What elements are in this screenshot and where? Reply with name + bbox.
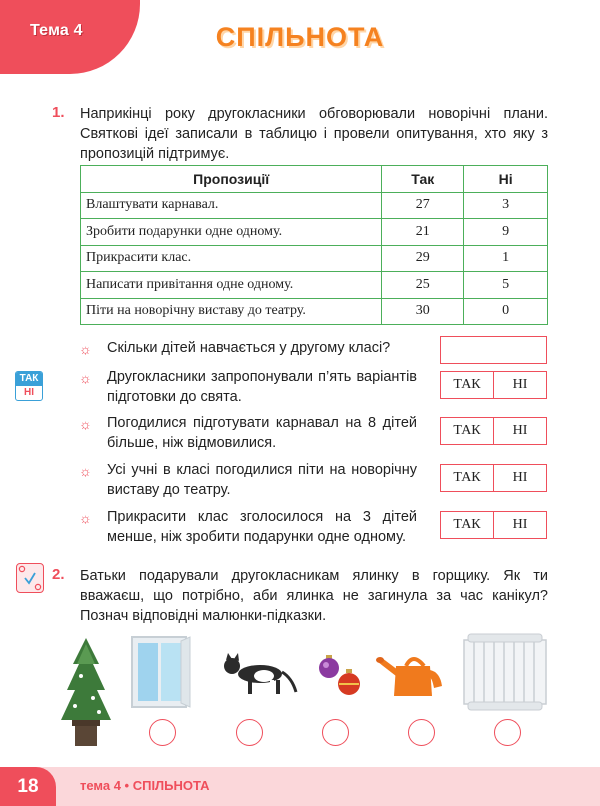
badge-yes-label: ТАК [16,372,42,386]
answer-circle-cat[interactable] [236,719,263,746]
christmas-ornaments-icon [314,653,362,697]
no-option[interactable]: НІ [493,418,546,444]
table-row [81,245,548,272]
yes-count-cell: 21 [382,219,464,246]
yes-option[interactable]: ТАК [453,470,481,485]
task-1-intro: Наприкінці року другокласники обговорювали новорічні плани. Святкові ідеї записали в таблицю і провели опитування, хто яку з пропозицій підтримує. [80,106,548,162]
table-row [81,192,548,219]
checkmark-task-icon [16,563,44,593]
page-number: 18 [0,767,56,806]
yes-count-cell: 27 [382,192,464,219]
answer-circle-radiator[interactable] [494,719,521,746]
sun-bullet-icon: ☼ [79,416,92,432]
sun-bullet-icon: ☼ [79,370,92,386]
running-title: тема 4 • СПІЛЬНОТА [80,778,210,793]
badge-no-label: НІ [24,387,34,398]
yes-option[interactable]: ТАК [453,423,481,438]
answer-circle-window[interactable] [149,719,176,746]
yes-count-cell: 25 [382,272,464,299]
answer-input-box[interactable] [440,336,547,364]
yes-option[interactable]: ТАК [453,377,481,392]
task-2-text: Батьки подарували другокласникам ялинку в горщику. Як ти вважаєш, що потрібно, аби ялинка не загинула за час канікул? Познач відповідні малюнки-підказки. [80,568,548,624]
watering-can-icon [376,652,450,700]
question-1-text: Скільки дітей навчається у другому класі? [107,340,391,356]
proposal-cell: Влаштувати карнавал. [81,192,382,219]
column-header-yes: Так [382,166,464,193]
question-3-text: Погодилися підготувати карнавал на 8 дітей більше, ніж відмовилися. [107,415,417,451]
poll-table [80,165,548,325]
column-header-proposals: Пропозиції [81,166,382,193]
no-count-cell: 9 [464,219,548,246]
question-4-text: Усі учні в класі погодилися піти на новорічну виставу до театру. [107,462,417,498]
task-1-number: 1. [52,104,65,121]
sun-bullet-icon: ☼ [79,510,92,526]
true-false-choice [440,511,547,539]
no-count-cell: 0 [464,298,548,325]
true-false-choice [440,417,547,445]
answer-circle-watering-can[interactable] [408,719,435,746]
sun-bullet-icon: ☼ [79,341,92,357]
answer-circle-ornaments[interactable] [322,719,349,746]
window-icon [128,633,192,711]
no-option[interactable]: НІ [493,372,546,398]
yes-count-cell: 29 [382,245,464,272]
true-false-choice [440,464,547,492]
page-title: СПІЛЬНОТА [215,22,385,52]
proposal-cell: Написати привітання одне одному. [81,272,382,299]
true-false-badge-icon [15,371,43,401]
column-header-no: Ні [464,166,548,193]
question-5-text: Прикрасити клас зголосилося на 3 дітей менше, ніж зробити подарунки одне одному. [107,509,417,545]
table-row [81,298,548,325]
christmas-tree-icon [55,636,117,754]
task-2-number: 2. [52,566,65,583]
no-count-cell: 5 [464,272,548,299]
proposal-cell: Прикрасити клас. [81,245,382,272]
table-row [81,219,548,246]
no-option[interactable]: НІ [493,512,546,538]
true-false-choice [440,371,547,399]
topic-tab-label: Тема 4 [30,22,83,39]
no-option[interactable]: НІ [493,465,546,491]
proposal-cell: Піти на новорічну виставу до театру. [81,298,382,325]
no-count-cell: 3 [464,192,548,219]
table-row [81,272,548,299]
no-count-cell: 1 [464,245,548,272]
table-header-row [81,166,548,193]
yes-option[interactable]: ТАК [453,517,481,532]
yes-count-cell: 30 [382,298,464,325]
radiator-icon [462,632,548,712]
proposal-cell: Зробити подарунки одне одному. [81,219,382,246]
cat-icon [218,652,298,698]
question-2-text: Другокласники запропонували п’ять варіантів підготовки до свята. [107,369,417,405]
sun-bullet-icon: ☼ [79,463,92,479]
